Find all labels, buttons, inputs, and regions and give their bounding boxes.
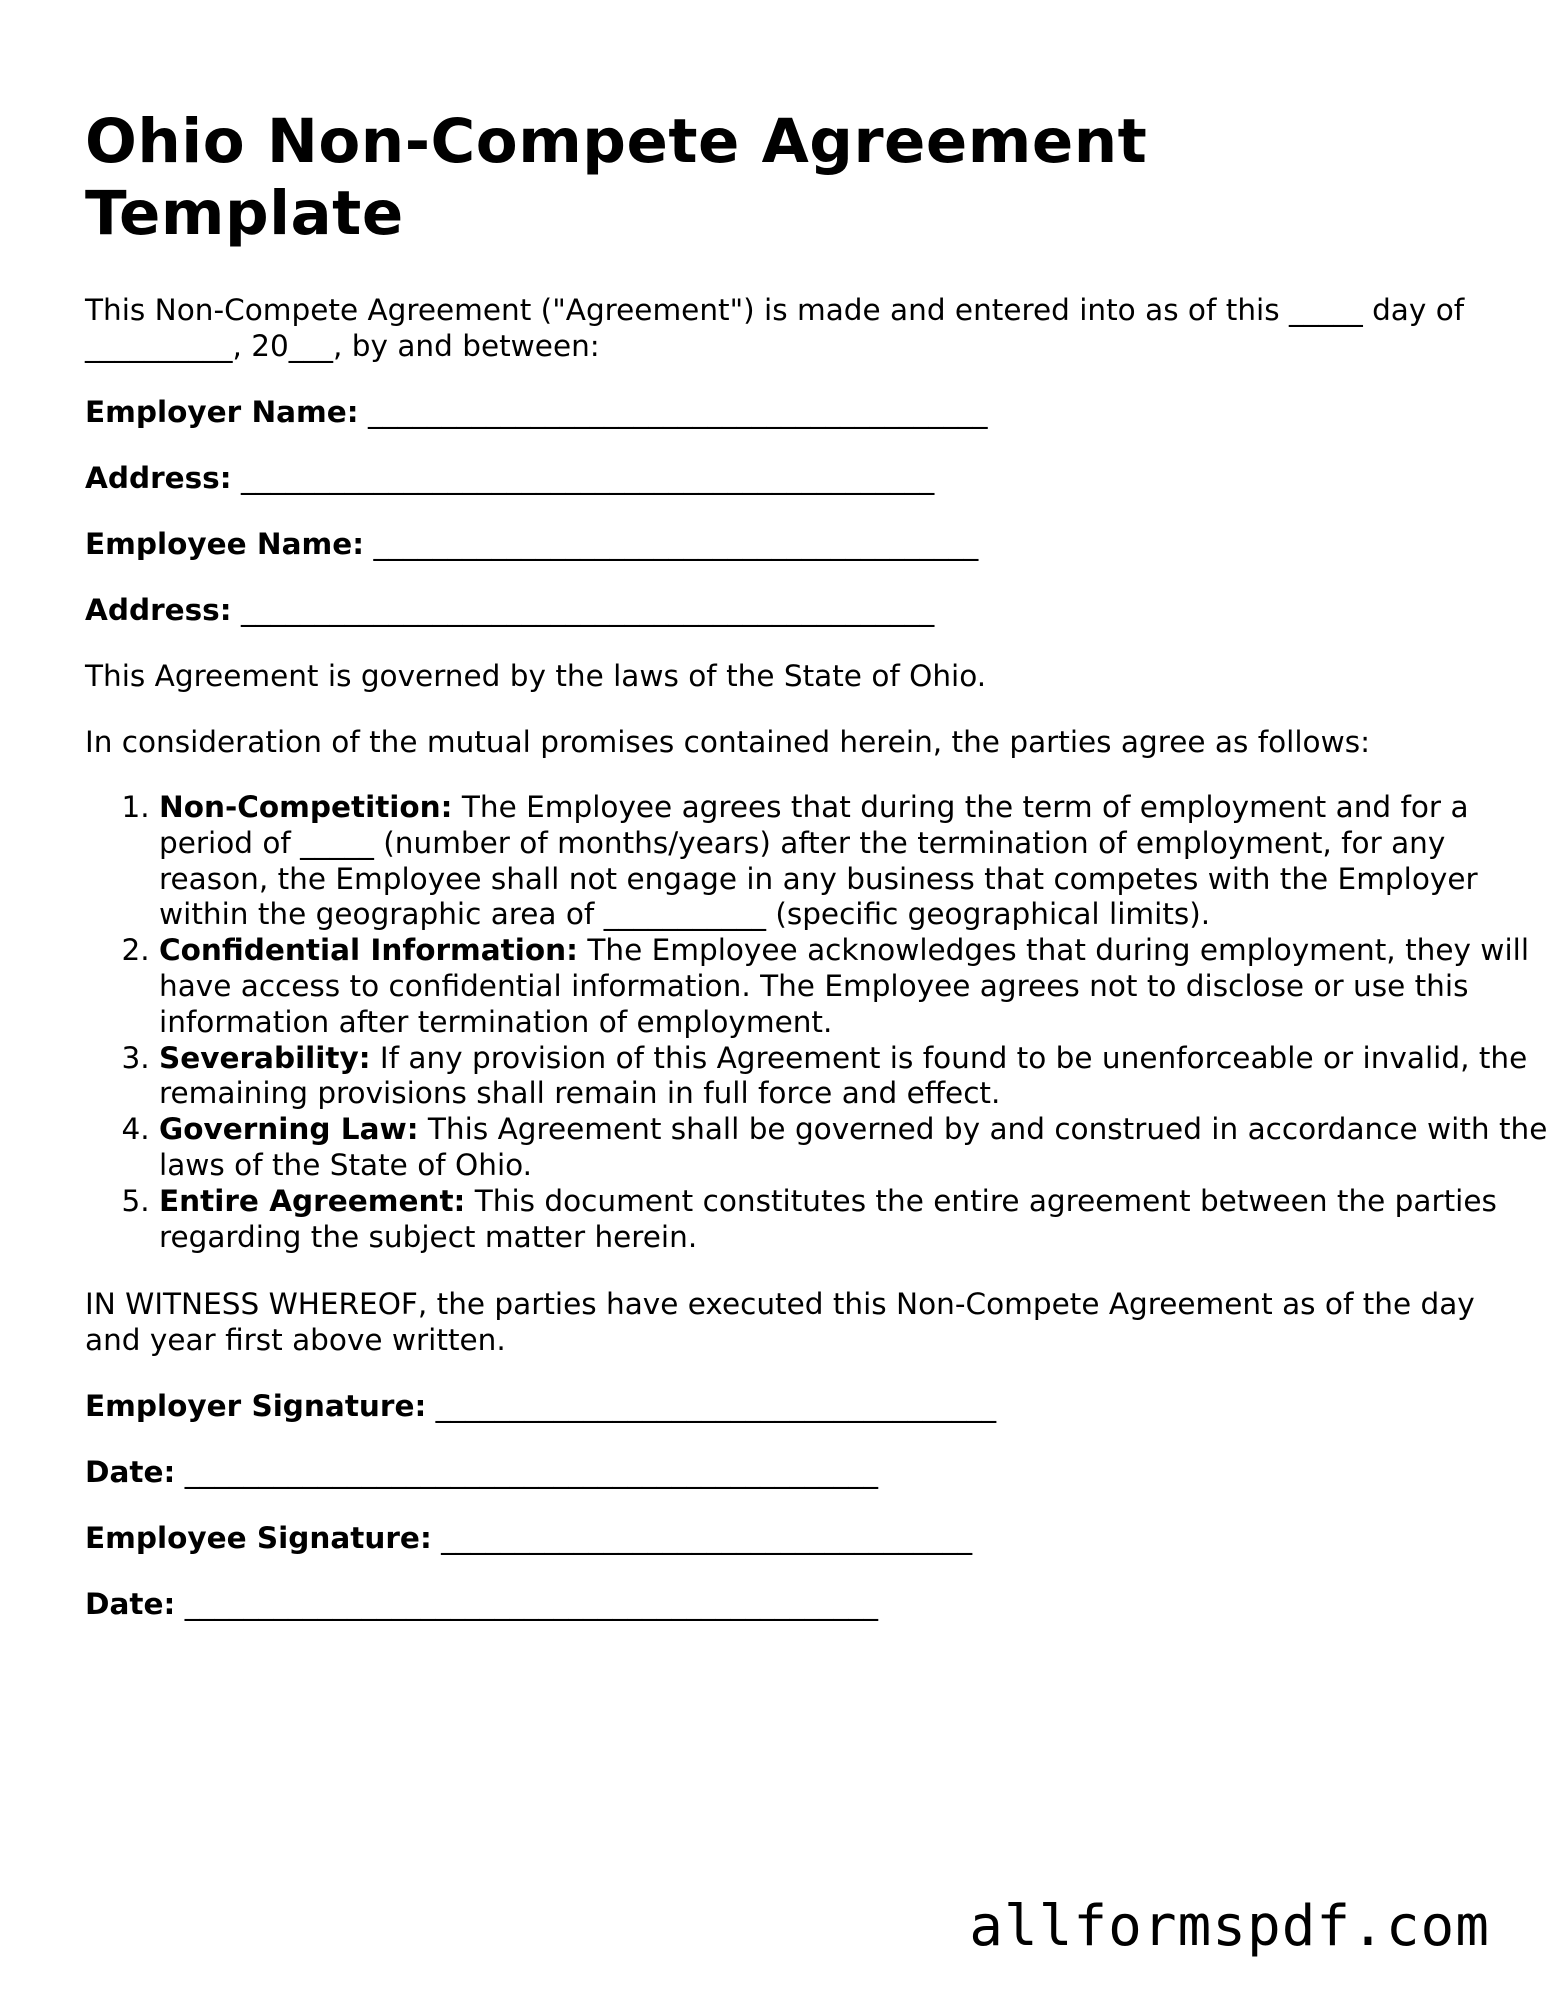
term-title: Severability: (159, 1040, 371, 1075)
terms-list (85, 790, 1548, 1255)
term-text: This Agreement shall be governed by and construed in accordance with the laws of the State of Ohio. (159, 1112, 1548, 1182)
employer-name-label: Employer Name: (85, 395, 359, 429)
employee-address-field (85, 592, 934, 628)
employee-date-blank[interactable]: _______________________________________________ (184, 1587, 878, 1621)
employer-date-blank[interactable]: _______________________________________________ (184, 1455, 878, 1489)
employee-name-field (85, 526, 978, 562)
employee-date-label: Date: (85, 1587, 176, 1621)
term-item (159, 933, 1548, 1040)
employee-address-label: Address: (85, 593, 232, 627)
term-title: Non-Competition: (159, 790, 453, 824)
site-watermark: allformspdf.com (969, 1894, 1490, 1959)
term-text: This document constitutes the entire agreement between the parties regarding the subject matter herein. (159, 1183, 1497, 1254)
employer-date-label: Date: (85, 1455, 176, 1489)
governing-statement: This Agreement is governed by the laws of the State of Ohio. (85, 659, 987, 693)
employee-name-label: Employee Name: (85, 527, 365, 561)
employer-date-field (85, 1454, 878, 1490)
term-text: If any provision of this Agreement is found to be unenforceable or invalid, the remaining provisions shall remain in full force and effect. (159, 1040, 1528, 1111)
employer-name-field (85, 394, 987, 430)
employee-signature-blank[interactable]: ____________________________________ (441, 1521, 973, 1555)
employer-address-label: Address: (85, 461, 232, 495)
employee-address-blank[interactable]: _______________________________________________ (240, 593, 935, 627)
employer-signature-label: Employer Signature: (85, 1389, 427, 1423)
term-title: Confidential Information: (159, 933, 578, 968)
term-title: Governing Law: (159, 1112, 419, 1147)
term-title: Entire Agreement: (159, 1183, 466, 1218)
term-item (159, 1041, 1548, 1113)
term-text: The Employee agrees that during the term of employment and for a period of _____ (number of months/years) after the termination of employment, for any reason, the Employee shall not engage in any business that competes with the Employer within the geographic area of ___________ (specific geographical limits). (159, 790, 1478, 932)
term-item (159, 790, 1548, 933)
term-text: The Employee acknowledges that during employment, they will have access to confidential information. The Employee agrees not to disclose or use this information after termination of employment. (159, 933, 1530, 1039)
employer-address-blank[interactable]: _______________________________________________ (240, 461, 935, 495)
employer-name-blank[interactable]: __________________________________________ (367, 395, 988, 429)
consideration-statement: In consideration of the mutual promises contained herein, the parties agree as follows: (85, 725, 1371, 759)
witness-paragraph: IN WITNESS WHEREOF, the parties have executed this Non-Compete Agreement as of the day and year first above written. (85, 1287, 1475, 1357)
employer-signature-field (85, 1388, 996, 1424)
employer-signature-blank[interactable]: ______________________________________ (435, 1389, 997, 1423)
employee-date-field (85, 1586, 878, 1622)
document-title: Ohio Non-Compete Agreement Template (85, 106, 1148, 249)
employee-signature-label: Employee Signature: (85, 1521, 432, 1555)
term-item (159, 1184, 1548, 1256)
employee-signature-field (85, 1520, 972, 1556)
employer-address-field (85, 460, 934, 496)
term-item (159, 1112, 1548, 1184)
intro-paragraph: This Non-Compete Agreement ("Agreement") is made and entered into as of this _____ day of __________, 20___, by and between: (85, 293, 1465, 363)
employee-name-blank[interactable]: _________________________________________ (373, 527, 979, 561)
